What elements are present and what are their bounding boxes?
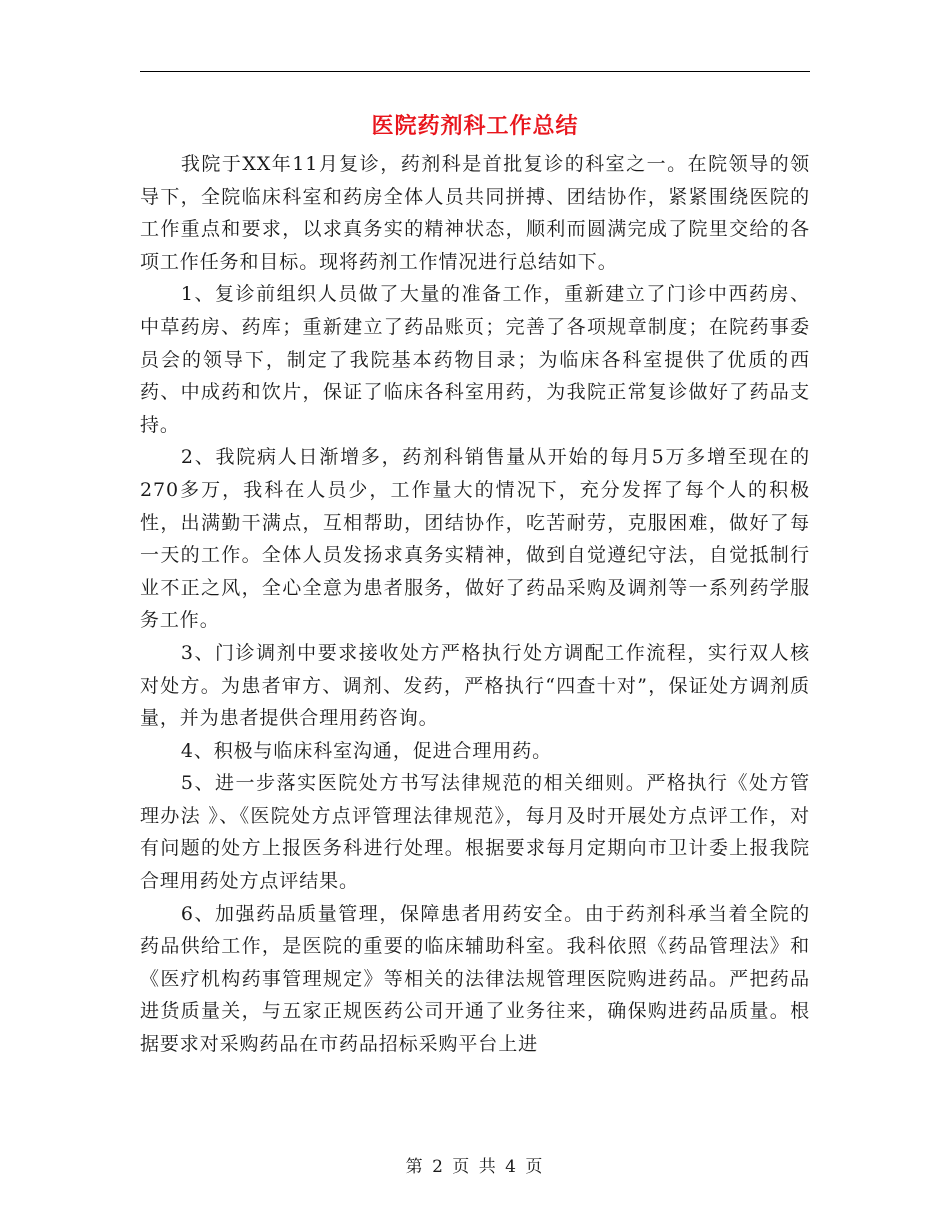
paragraph-item-2: 2、我院病人日渐增多，药剂科销售量从开始的每月5万多增至现在的270多万，我科在人员少，工作量大的情况下，充分发挥了每个人的积极性，出满勤干满点，互相帮助，团结协作，吃苦耐劳，克服困难，做好了每一天的工作。全体人员发扬求真务实精神，做到自觉遵纪守法，自觉抵制行业不正之风，全心全意为患者服务，做好了药品采购及调剂等一系列药学服务工作。: [140, 446, 810, 632]
paragraph-item-1: 1、复诊前组织人员做了大量的准备工作，重新建立了门诊中西药房、中草药房、药库；重新建立了药品账页；完善了各项规章制度；在院药事委员会的领导下，制定了我院基本药物目录；为临床各科室提供了优质的西药、中成药和饮片，保证了临床各科室用药，为我院正常复诊做好了药品支持。: [140, 283, 810, 436]
paragraph-intro: 我院于XX年11月复诊，药剂科是首批复诊的科室之一。在院领导的领导下，全院临床科室和药房全体人员共同拼搏、团结协作，紧紧围绕医院的工作重点和要求，以求真务实的精神状态，顺利而圆满完成了院里交给的各项工作任务和目标。现将药剂工作情况进行总结如下。: [140, 153, 810, 273]
paragraph-item-3: 3、门诊调剂中要求接收处方严格执行处方调配工作流程，实行双人核对处方。为患者审方、调剂、发药，严格执行“四查十对”，保证处方调剂质量，并为患者提供合理用药咨询。: [140, 641, 810, 730]
page-number-footer: 第 2 页 共 4 页: [405, 1157, 545, 1177]
paragraph-item-5: 5、进一步落实医院处方书写法律规范的相关细则。严格执行《处方管理办法 》、《医院处方点评管理法律规范》，每月及时开展处方点评工作，对有问题的处方上报医务科进行处理。根据要求每月定期向市卫计委上报我院合理用药处方点评结果。: [140, 772, 810, 893]
header-rule: [140, 71, 810, 72]
paragraph-item-6: 6、加强药品质量管理，保障患者用药安全。由于药剂科承当着全院的药品供给工作，是医院的重要的临床辅助科室。我科依照《药品管理法》和《医疗机构药事管理规定》等相关的法律法规管理医院购进药品。严把药品进货质量关，与五家正规医药公司开通了业务往来，确保购进药品质量。根据要求对采购药品在市药品招标采购平台上进: [140, 902, 810, 1056]
document-body: [140, 148, 810, 1061]
paragraph-item-4: 4、积极与临床科室沟通，促进合理用药。: [180, 739, 553, 762]
document-title: 医院药剂科工作总结: [371, 113, 579, 139]
